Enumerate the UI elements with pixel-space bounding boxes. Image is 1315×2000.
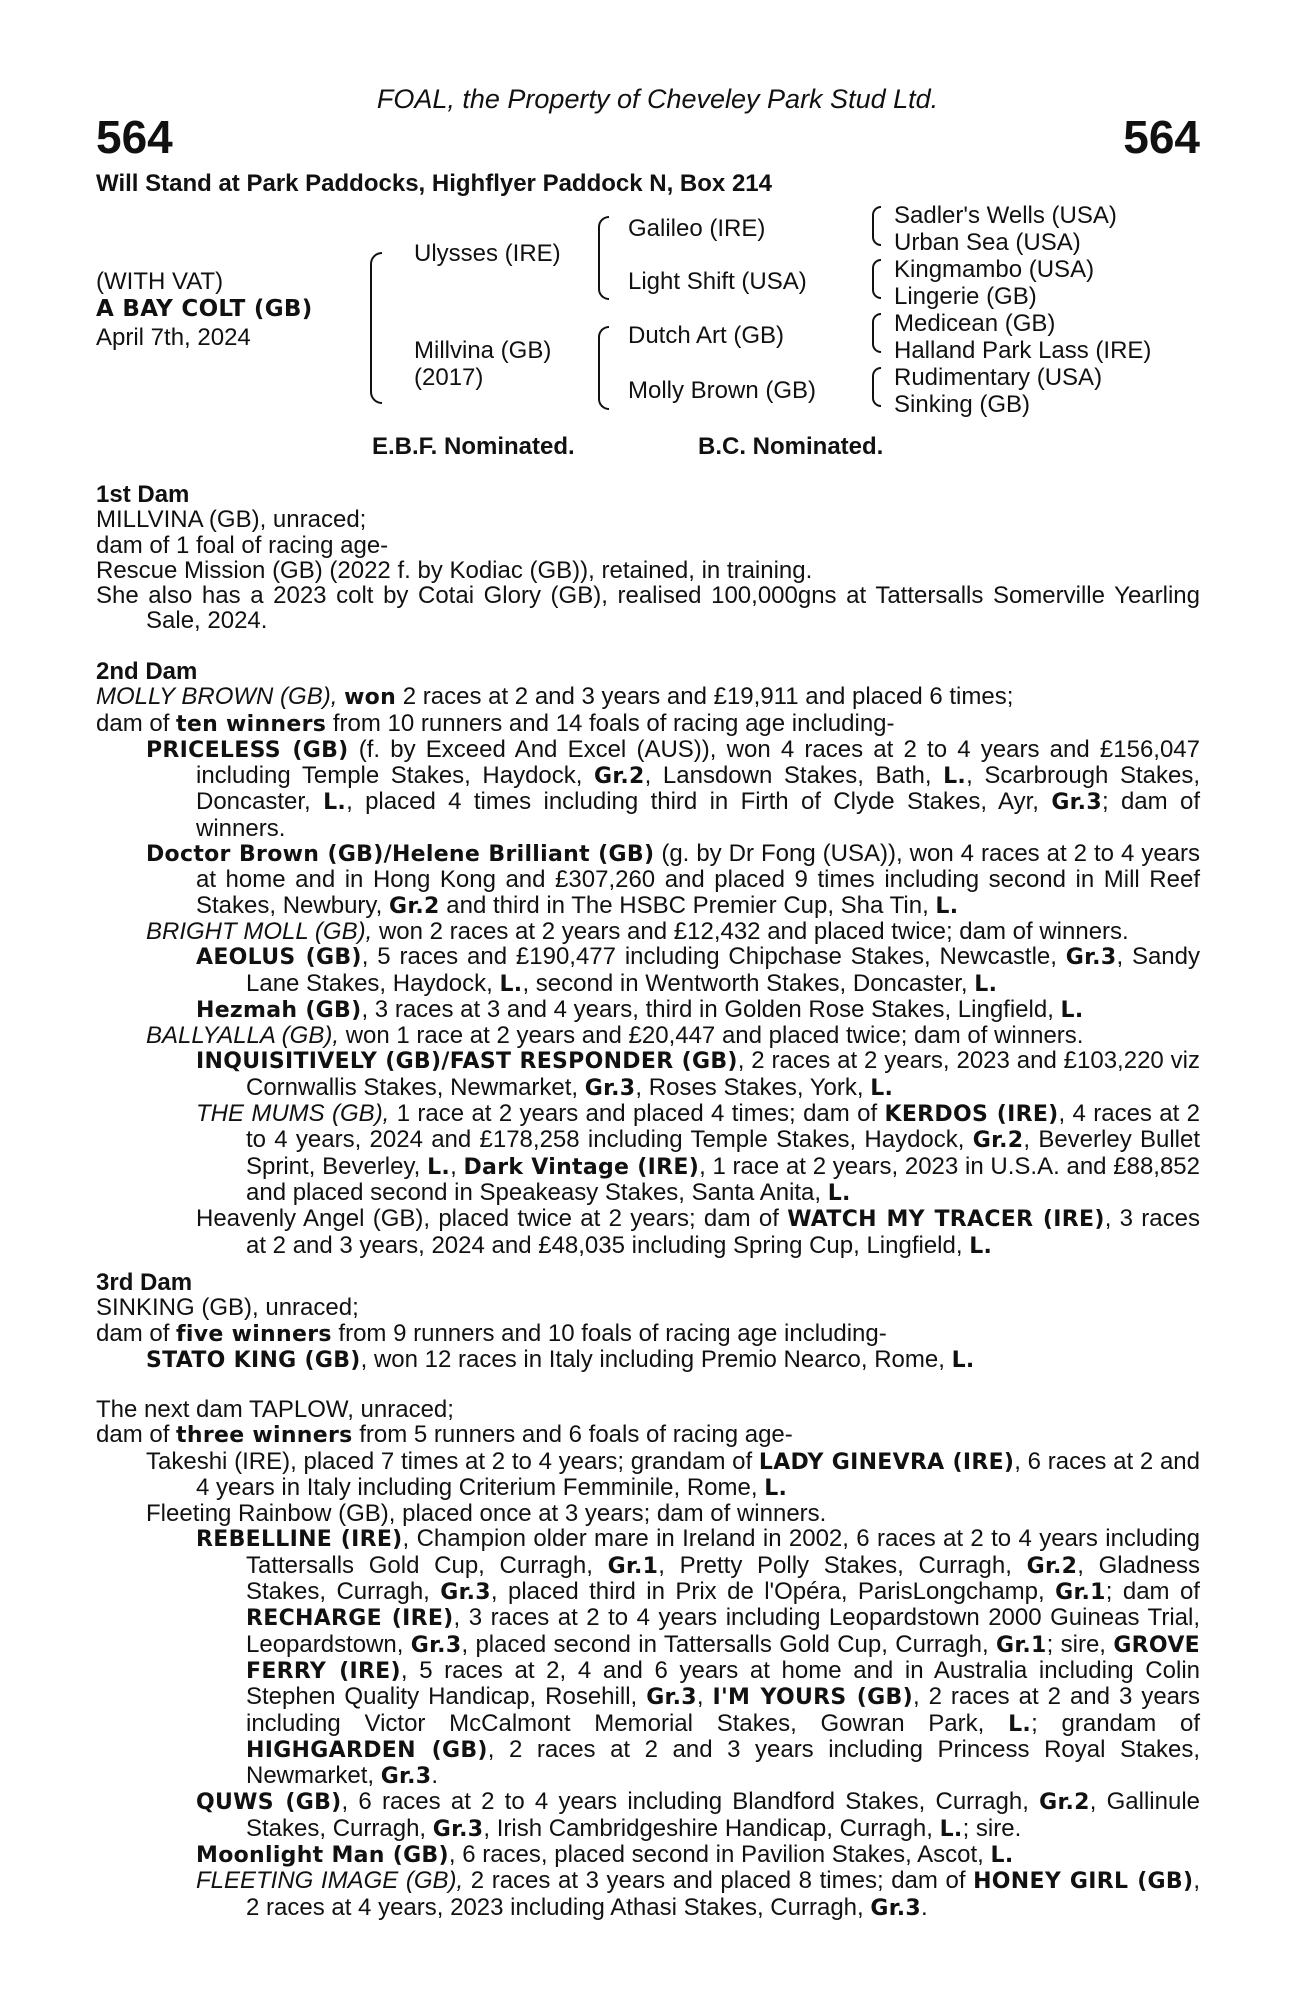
produce-entry: REBELLINE (IRE), Champion older mare in Ireland in 2002, 6 races at 2 to 4 years including Tattersalls Gold Cup, Curragh, Gr.1, Pretty Polly Stakes, Curragh, Gr.2, Gladness Stakes, Curragh, Gr.3, placed third in Prix de l'Opéra, ParisLongchamp, Gr.1; dam of RECHARGE (IRE), 3 races at 2 to 4 years including Leopardstown 2000 Guineas Trial, Leopardstown, Gr.3, placed second in Tattersalls Gold Cup, Curragh, Gr.1; sire, GROVE FERRY (IRE), 5 races at 2, 4 and 6 years at home and in Australia including Colin Stephen Quality Handicap, Rosehill, Gr.3, I'M YOURS (GB), 2 races at 2 and 3 years including Victor McCalmont Memorial Stakes, Gowran Park, L.; grandam of HIGHGARDEN (GB), 2 races at 2 and 3 years including Princess Royal Stakes, Newmarket, Gr.3.	[196, 1525, 1201, 1790]
dd-dam: Sinking (GB)	[894, 391, 1031, 418]
produce-entry: Takeshi (IRE), placed 7 times at 2 to 4 years; grandam of LADY GINEVRA (IRE), 6 races at 2 and 4 years in Italy including Criterium Femminile, Rome, L.	[146, 1447, 1200, 1501]
foaling-date: April 7th, 2024	[96, 324, 251, 351]
dam: Millvina (GB)	[414, 337, 552, 364]
sire-dam: Light Shift (USA)	[628, 268, 807, 295]
sire-sire: Galileo (IRE)	[628, 215, 766, 242]
produce-entry: PRICELESS (GB) (f. by Exceed And Excel (AUS)), won 4 races at 2 to 4 years and £156,047 including Temple Stakes, Haydock, Gr.2, Lansdown Stakes, Bath, L., Scarbrough Stakes, Doncaster, L., placed 4 times including third in Firth of Clyde Stakes, Ayr, Gr.3; dam of winners.	[146, 735, 1201, 842]
first-dam-section	[96, 482, 1200, 634]
ds-dam: Halland Park Lass (IRE)	[894, 337, 1152, 364]
dam-line: MILLVINA (GB), unraced;	[96, 506, 367, 534]
dam-year: (2017)	[414, 364, 484, 391]
produce-entry: Heavenly Angel (GB), placed twice at 2 years; dam of WATCH MY TRACER (IRE), 3 races at 2 and 3 years, 2024 and £48,035 including Spring Cup, Lingfield, L.	[196, 1205, 1200, 1259]
brace-dd	[872, 367, 881, 407]
section-heading: 3rd Dam	[96, 1269, 193, 1296]
ebf-nominated: E.B.F. Nominated.	[372, 433, 575, 460]
produce-entry: BALLYALLA (GB), won 1 race at 2 years and £20,447 and placed twice; dam of winners.	[146, 1022, 1084, 1050]
produce-entry: Moonlight Man (GB), 6 races, placed second in Pavilion Stakes, Ascot, L.	[196, 1841, 1014, 1869]
next-dam-section	[96, 1397, 1200, 1921]
third-dam-section	[96, 1270, 1200, 1373]
brace-ss	[872, 206, 881, 246]
dam-line: SINKING (GB), unraced;	[96, 1294, 359, 1322]
brace-sd	[872, 259, 881, 299]
produce-summary: dam of five winners from 9 runners and 10 foals of racing age including-	[96, 1319, 887, 1347]
produce-entry: QUWS (GB), 6 races at 2 to 4 years including Blandford Stakes, Curragh, Gr.2, Gallinule Stakes, Curragh, Gr.3, Irish Cambridgeshire Handicap, Curragh, L.; sire.	[196, 1788, 1201, 1842]
section-heading: 2nd Dam	[96, 658, 198, 685]
lot-number-right: 564	[1123, 111, 1200, 163]
produce-entry: Rescue Mission (GB) (2022 f. by Kodiac (GB)), retained, in training.	[96, 556, 813, 584]
section-heading: 1st Dam	[96, 481, 190, 508]
lot-number-left: 564	[96, 111, 173, 163]
produce-summary: dam of three winners from 5 runners and 6 foals of racing age-	[96, 1421, 793, 1449]
page-subtitle: FOAL, the Property of Cheveley Park Stud Ltd.	[376, 84, 939, 114]
produce-entry: AEOLUS (GB), 5 races and £190,477 including Chipchase Stakes, Newcastle, Gr.3, Sandy Lane Stakes, Haydock, L., second in Wentworth Stakes, Doncaster, L.	[196, 943, 1201, 997]
vat-note: (WITH VAT)	[96, 268, 224, 295]
dam-dam: Molly Brown (GB)	[628, 377, 817, 404]
horse-name: A BAY COLT (GB)	[96, 296, 313, 322]
produce-entry: STATO KING (GB), won 12 races in Italy including Premio Nearco, Rome, L.	[146, 1345, 975, 1373]
bc-nominated: B.C. Nominated.	[698, 433, 884, 460]
sd-sire: Kingmambo (USA)	[894, 256, 1095, 283]
ss-dam: Urban Sea (USA)	[894, 229, 1081, 256]
produce-entry: Fleeting Rainbow (GB), placed once at 3 years; dam of winners.	[146, 1500, 827, 1528]
produce-entry: Hezmah (GB), 3 races at 3 and 4 years, third in Golden Rose Stakes, Lingfield, L.	[196, 995, 1084, 1023]
sire: Ulysses (IRE)	[414, 240, 561, 267]
produce-entry: FLEETING IMAGE (GB), 2 races at 3 years and placed 8 times; dam of HONEY GIRL (GB), 2 races at 4 years, 2023 including Athasi Stakes, Curragh, Gr.3.	[196, 1867, 1201, 1921]
dd-sire: Rudimentary (USA)	[894, 364, 1103, 391]
produce-summary: dam of ten winners from 10 runners and 14 foals of racing age including-	[96, 709, 895, 737]
second-dam-section	[96, 659, 1200, 1259]
dam-sire: Dutch Art (GB)	[628, 322, 785, 349]
sd-dam: Lingerie (GB)	[894, 283, 1037, 310]
produce-entry: Doctor Brown (GB)/Helene Brilliant (GB) (g. by Dr Fong (USA)), won 4 races at 2 to 4 years at home and in Hong Kong and £307,260 and placed 9 times including second in Mill Reef Stakes, Newbury, Gr.2 and third in The HSBC Premier Cup, Sha Tin, L.	[146, 840, 1201, 919]
dam-line: The next dam TAPLOW, unraced;	[96, 1396, 454, 1423]
brace-gen1	[370, 252, 382, 404]
produce-entry: THE MUMS (GB), 1 race at 2 years and placed 4 times; dam of KERDOS (IRE), 4 races at 2 to 4 years, 2024 and £178,258 including Temple Stakes, Haydock, Gr.2, Beverley Bullet Sprint, Beverley, L., Dark Vintage (IRE), 1 race at 2 years, 2023 in U.S.A. and £88,852 and placed second in Speakeasy Stakes, Santa Anita, L.	[196, 1100, 1200, 1206]
brace-sire	[598, 216, 609, 300]
produce-entry: BRIGHT MOLL (GB), won 2 races at 2 years and £12,432 and placed twice; dam of winners.	[146, 917, 1129, 945]
produce-note: She also has a 2023 colt by Cotai Glory (GB), realised 100,000gns at Tattersalls Somerville Yearling Sale, 2024.	[96, 582, 1200, 635]
brace-ds	[872, 313, 881, 353]
produce-entry: INQUISITIVELY (GB)/FAST RESPONDER (GB), 2 races at 2 years, 2023 and £103,220 viz Cornwallis Stakes, Newmarket, Gr.3, Roses Stakes, York, L.	[196, 1047, 1200, 1101]
stand-location: Will Stand at Park Paddocks, Highflyer Paddock N, Box 214	[96, 170, 772, 197]
produce-summary: dam of 1 foal of racing age-	[96, 531, 389, 559]
brace-dam	[598, 326, 609, 410]
ss-sire: Sadler's Wells (USA)	[894, 202, 1117, 229]
ds-sire: Medicean (GB)	[894, 310, 1056, 337]
dam-line: MOLLY BROWN (GB), won 2 races at 2 and 3 years and £19,911 and placed 6 times;	[96, 683, 1014, 711]
